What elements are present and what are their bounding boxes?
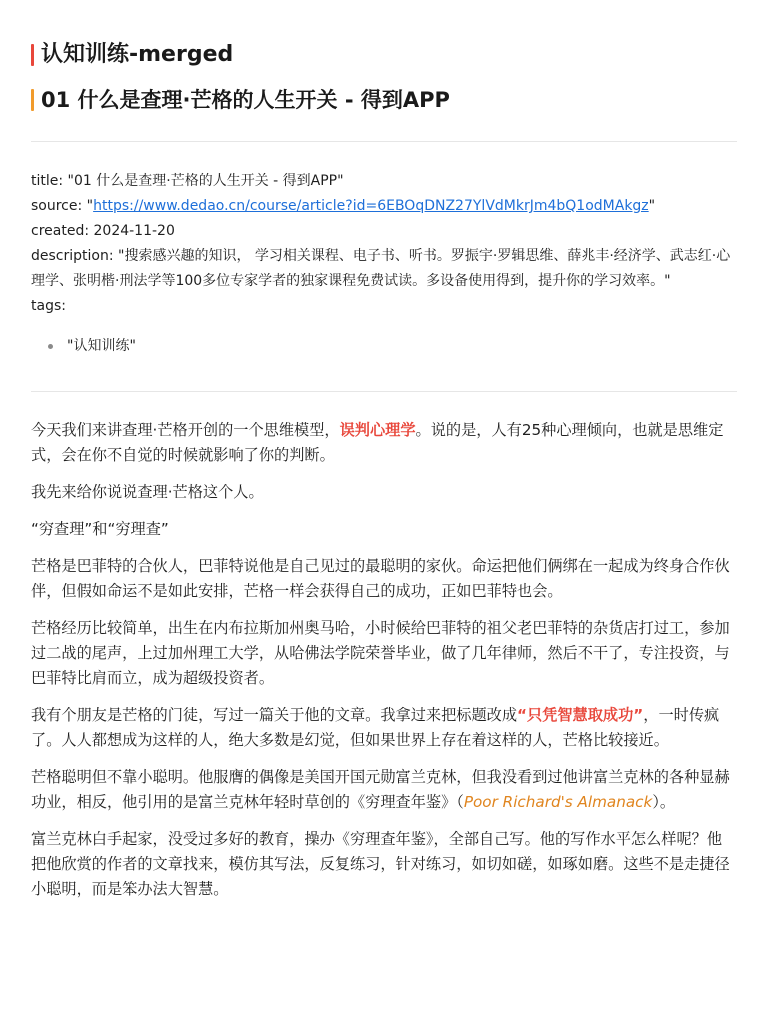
paragraph-6: 我有个朋友是芒格的门徒，写过一篇关于他的文章。我拿过来把标题改成“只凭智慧取成功”，一时传疯了。人人都想成为这样的人，绝大多数是幻觉，但如果世界上存在着这样的人，芒格比较接近。 xyxy=(31,706,720,749)
meta-source-label: source xyxy=(31,198,78,214)
paragraph-8: 富兰克林白手起家，没受过多好的教育，操办《穷理查年鉴》，全部自己写。他的写作水平怎么样呢？他把他欣赏的作者的文章找来，模仿其写法，反复练习，针对练习，如切如磋，如琢如磨。这些不是走捷径小聪明，而是笨办法大智慧。 xyxy=(31,830,730,898)
meta-title-value: "01 什么是查理·芒格的人生开关 - 得到APP" xyxy=(67,173,344,189)
meta-created-row: created: 2024-11-20 xyxy=(31,223,175,239)
meta-description-label: description xyxy=(31,248,109,264)
highlight-wisdom-success: “只凭智慧取成功” xyxy=(517,706,644,724)
meta-description-value: "搜索感兴趣的知识， 学习相关课程、电子书、听书。罗振宇·罗辑思维、薛兆丰·经济学、武志红·心理学、张明楷·刑法学等100多位专家学者的独家课程免费试读。多设备使用得到，提升你的学习效率。" xyxy=(31,248,731,289)
paragraph-1: 今天我们来讲查理·芒格开创的一个思维模型，误判心理学。说的是，人有25种心理倾向，也就是思维定式，会在你不自觉的时候就影响了你的判断。 xyxy=(31,421,724,464)
meta-title-label: title xyxy=(31,173,59,189)
paragraph-7: 芒格聪明但不靠小聪明。他服膺的偶像是美国开国元勋富兰克林，但我没看到过他讲富兰克林的各种显赫功业，相反，他引用的是富兰克林年轻时草创的《穷理查年鉴》（Poor Richard's Almanack）。 xyxy=(31,768,730,811)
highlight-misjudgment-psychology: 误判心理学 xyxy=(339,421,416,439)
document-title: 认知训练-merged xyxy=(31,40,737,70)
meta-tags-row: tags: xyxy=(31,298,66,314)
tags-list xyxy=(31,335,737,357)
frontmatter xyxy=(31,169,737,357)
paragraph-4: 芒格是巴菲特的合伙人，巴菲特说他是自己见过的最聪明的家伙。命运把他们俩绑在一起成为终身合作伙伴，但假如命运不是如此安排，芒格一样会获得自己的成功，正如巴菲特也会。 xyxy=(31,557,730,600)
article-body xyxy=(31,418,737,902)
meta-created-label: created xyxy=(31,223,85,239)
article-title: 01 什么是查理·芒格的人生开关 - 得到APP xyxy=(31,85,737,115)
meta-title-row: title: "01 什么是查理·芒格的人生开关 - 得到APP" xyxy=(31,173,344,189)
tag-item: "认知训练" xyxy=(31,335,737,357)
paragraph-2: 我先来给你说说查理·芒格这个人。 xyxy=(31,483,264,501)
divider-bottom xyxy=(31,391,737,392)
meta-created-value: 2024-11-20 xyxy=(93,223,175,239)
source-link[interactable]: https://www.dedao.cn/course/article?id=6EBOqDNZ27YlVdMkrJm4bQ1odMAkgz xyxy=(93,198,649,214)
paragraph-5: 芒格经历比较简单，出生在内布拉斯加州奥马哈，小时候给巴菲特的祖父老巴菲特的杂货店打过工，参加过二战的尾声，上过加州理工大学，从哈佛法学院荣誉毕业，做了几年律师，然后不干了，专注投资，与巴菲特比肩而立，成为超级投资者。 xyxy=(31,619,730,687)
book-title-english: Poor Richard's Almanack xyxy=(463,793,653,811)
meta-source-row: source: "https://www.dedao.cn/course/article?id=6EBOqDNZ27YlVdMkrJm4bQ1odMAkgz" xyxy=(31,198,656,214)
meta-tags-label: tags xyxy=(31,298,62,314)
section-heading: “穷查理”和“穷理查” xyxy=(31,520,169,538)
meta-description-row: description: "搜索感兴趣的知识， 学习相关课程、电子书、听书。罗振宇·罗辑思维、薛兆丰·经济学、武志红·心理学、张明楷·刑法学等100多位专家学者的独家课程免费试读。多设备使用得到，提升你的学习效率。" xyxy=(31,248,731,289)
divider-top xyxy=(31,141,737,142)
